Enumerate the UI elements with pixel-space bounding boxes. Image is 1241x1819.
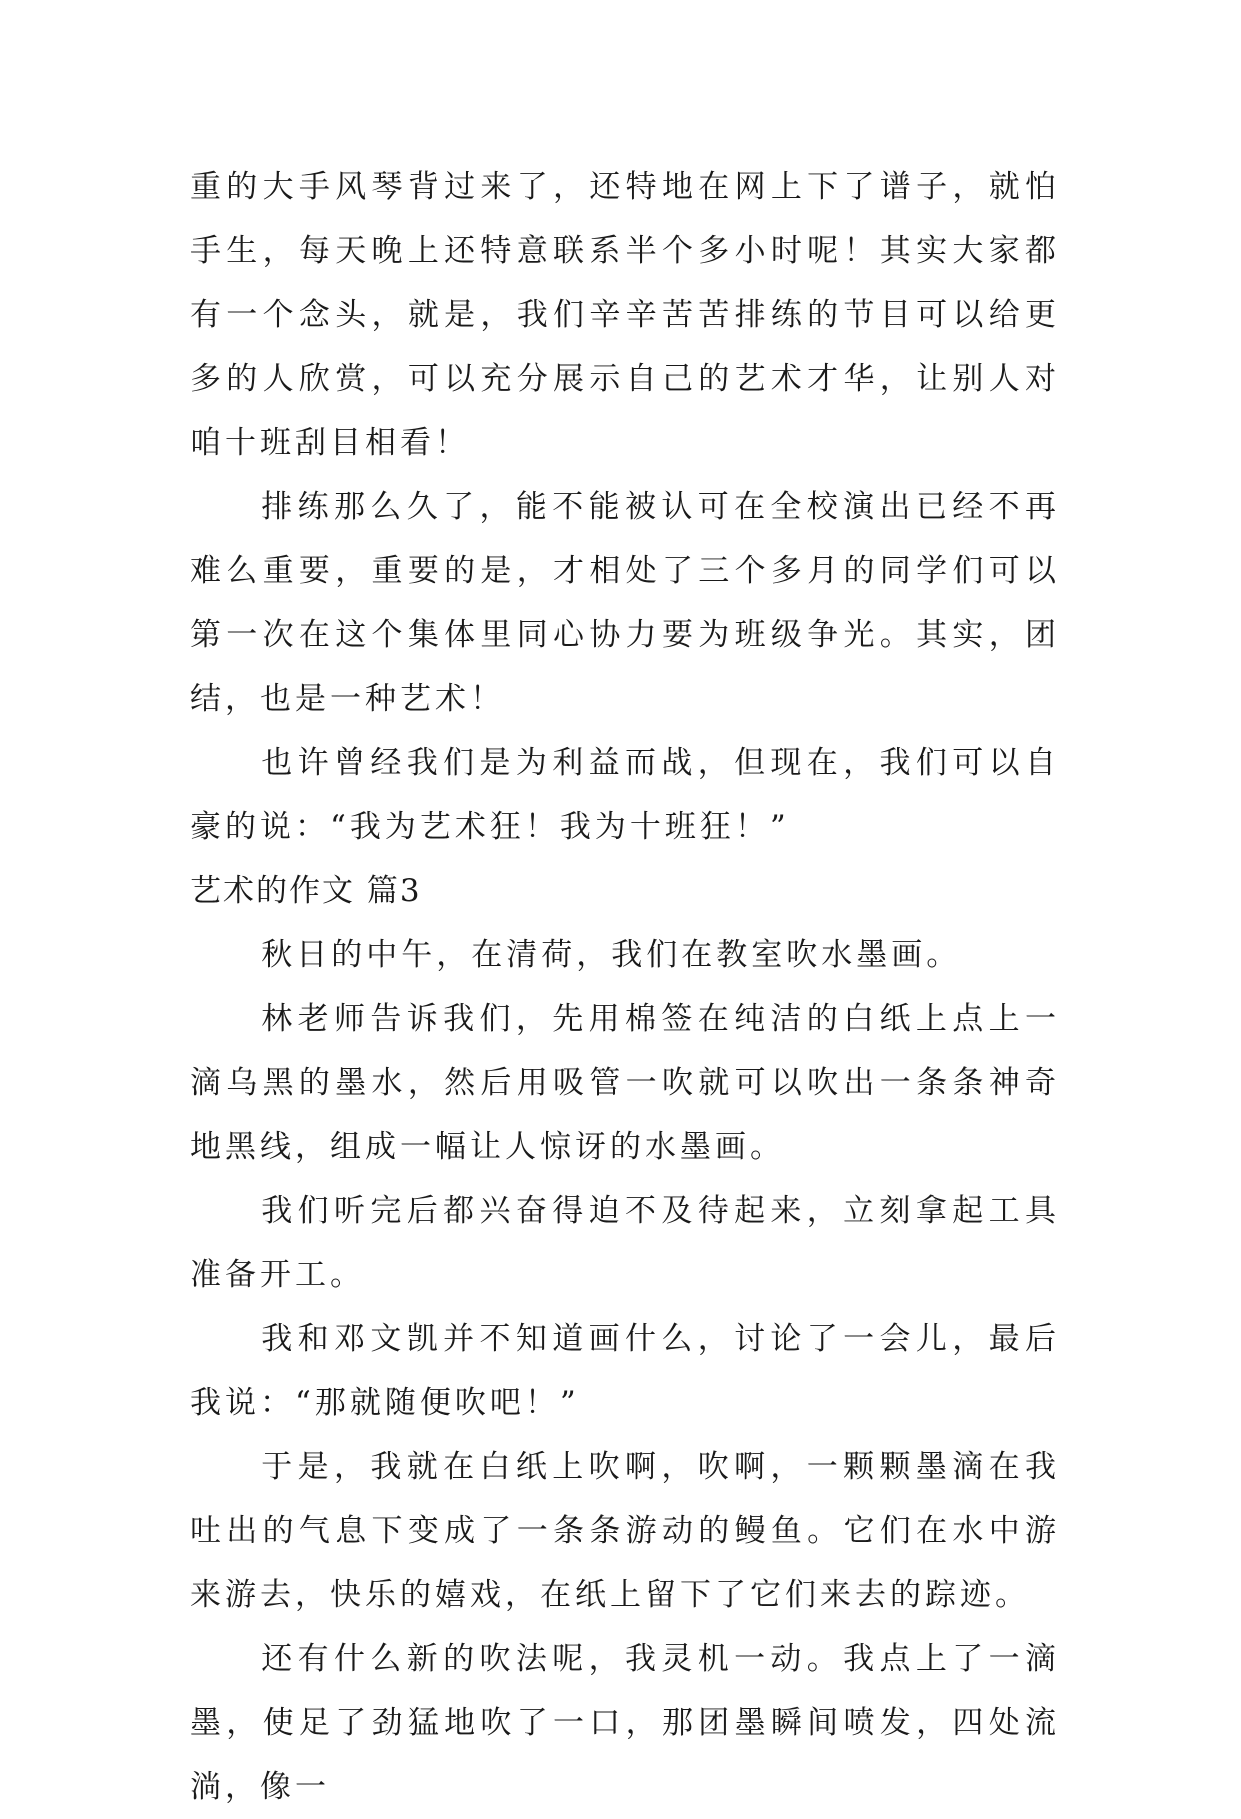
paragraph-autumn-noon: 秋日的中午，在清荷，我们在教室吹水墨画。: [261, 937, 962, 973]
section-heading: 艺术的作文 篇3: [190, 873, 422, 909]
paragraph-blowing-ink: 于是，我就在白纸上吹啊，吹啊，一颗颗墨滴在我吐出的气息下变成了一条条游动的鳗鱼。它们在水中游来游去，快乐的嬉戏，在纸上留下了它们来去的踪迹。: [190, 1449, 1060, 1613]
paragraph-discussion: 我和邓文凯并不知道画什么，讨论了一会儿，最后我说：“那就随便吹吧！”: [190, 1321, 1060, 1421]
body-text: [190, 155, 1060, 1819]
paragraph-excited: 我们听完后都兴奋得迫不及待起来，立刻拿起工具准备开工。: [190, 1193, 1060, 1293]
paragraph-new-method: 还有什么新的吹法呢，我灵机一动。我点上了一滴墨，使足了劲猛地吹了一口，那团墨瞬间喷发，四处流淌，像一: [190, 1641, 1060, 1805]
paragraph-teacher-instructions: 林老师告诉我们，先用棉签在纯洁的白纸上点上一滴乌黑的墨水，然后用吸管一吹就可以吹出一条条神奇地黑线，组成一幅让人惊讶的水墨画。: [190, 1001, 1060, 1165]
paragraph-accordion-practice: 重的大手风琴背过来了，还特地在网上下了谱子，就怕手生，每天晚上还特意联系半个多小时呢！其实大家都有一个念头，就是，我们辛辛苦苦排练的节目可以给更多的人欣赏，可以充分展示自己的艺术才华，让别人对咱十班刮目相看！: [190, 169, 1060, 461]
paragraph-teamwork: 排练那么久了，能不能被认可在全校演出已经不再难么重要，重要的是，才相处了三个多月的同学们可以第一次在这个集体里同心协力要为班级争光。其实，团结，也是一种艺术！: [190, 489, 1060, 717]
paragraph-proud-saying: 也许曾经我们是为利益而战，但现在，我们可以自豪的说：“我为艺术狂！我为十班狂！”: [190, 745, 1060, 845]
